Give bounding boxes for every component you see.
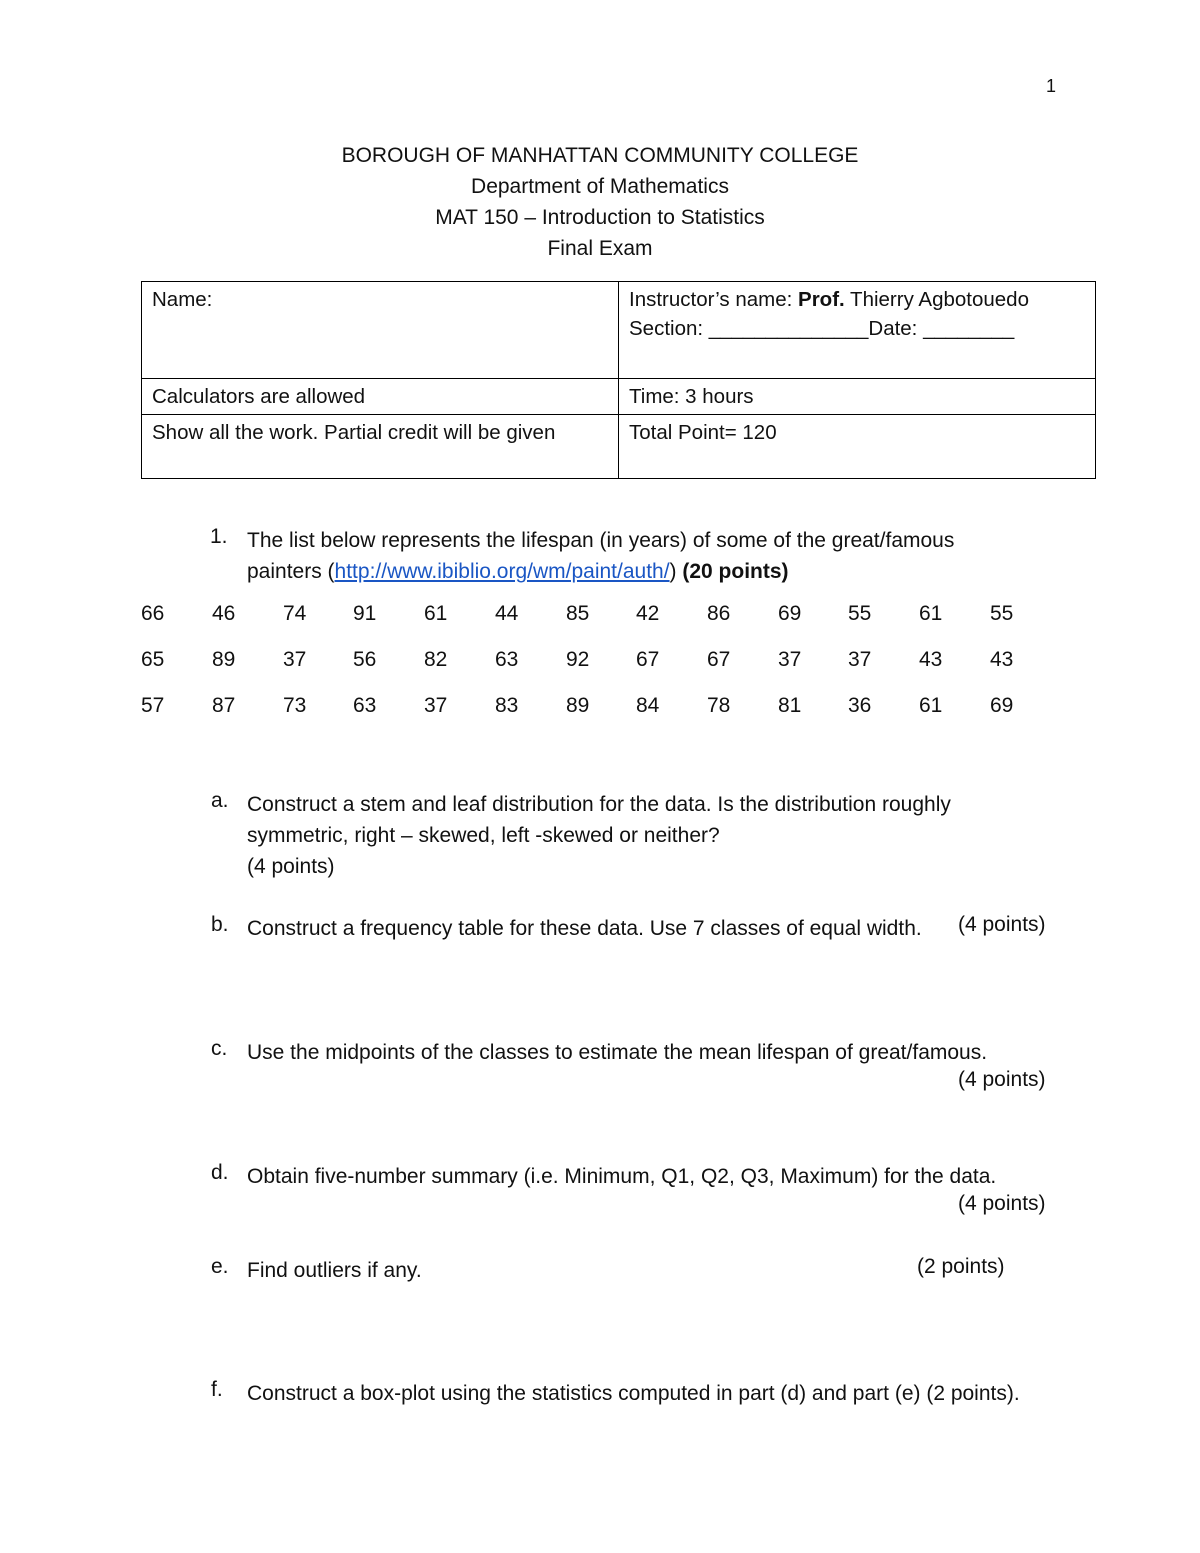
part-d-text: Obtain five-number summary (i.e. Minimum, Q1, Q2, Q3, Maximum) for the data.	[247, 1165, 997, 1188]
data-value: 65	[141, 648, 165, 671]
name-label: Name:	[152, 288, 213, 311]
data-value: 63	[495, 648, 519, 671]
data-row-3	[141, 694, 1041, 724]
name-cell[interactable]	[142, 282, 619, 379]
part-d-letter: d.	[211, 1161, 229, 1184]
data-value: 36	[848, 694, 872, 717]
data-value: 37	[424, 694, 448, 717]
part-e-letter: e.	[211, 1255, 229, 1278]
part-a-line-1: Construct a stem and leaf distribution for the data. Is the distribution roughly	[247, 793, 951, 816]
data-value: 74	[283, 602, 307, 625]
data-value: 44	[495, 602, 519, 625]
question-prefix: painters (	[247, 560, 335, 583]
data-value: 67	[707, 648, 731, 671]
data-value: 89	[212, 648, 236, 671]
data-value: 42	[636, 602, 660, 625]
total-points: Total Point= 120	[619, 415, 1096, 479]
calculators-note: Calculators are allowed	[142, 379, 619, 415]
data-value: 46	[212, 602, 236, 625]
instructor-cell	[619, 282, 1096, 379]
part-c-points: (4 points)	[958, 1068, 1046, 1091]
part-e-text: Find outliers if any.	[247, 1259, 422, 1282]
part-a-letter: a.	[211, 789, 229, 812]
question-text	[247, 525, 1067, 587]
part-c-letter: c.	[211, 1037, 228, 1060]
exam-title: Final Exam	[547, 237, 653, 260]
data-value: 37	[283, 648, 307, 671]
page-number: 1	[1046, 76, 1057, 96]
data-value: 84	[636, 694, 660, 717]
part-f-text: Construct a box-plot using the statistics computed in part (d) and part (e) (2 points).	[247, 1382, 1020, 1405]
college-name: BOROUGH OF MANHATTAN COMMUNITY COLLEGE	[341, 144, 859, 167]
course-title: MAT 150 – Introduction to Statistics	[435, 206, 765, 229]
time-note: Time: 3 hours	[619, 379, 1096, 415]
data-value: 91	[353, 602, 377, 625]
question-line-2	[247, 556, 1067, 587]
data-value: 63	[353, 694, 377, 717]
instructor-label: Instructor’s name:	[629, 288, 799, 311]
data-value: 89	[566, 694, 590, 717]
data-value: 66	[141, 602, 165, 625]
data-value: 85	[566, 602, 590, 625]
exam-info-table	[141, 281, 1096, 479]
part-b-points: (4 points)	[958, 913, 1046, 936]
data-value: 69	[778, 602, 802, 625]
instructor-name: Thierry Agbotouedo	[844, 288, 1029, 311]
department-name: Department of Mathematics	[471, 175, 729, 198]
data-value: 83	[495, 694, 519, 717]
data-value: 73	[283, 694, 307, 717]
section-date-line: Section: ______________Date: ________	[629, 317, 1015, 340]
data-value: 82	[424, 648, 448, 671]
data-value: 57	[141, 694, 165, 717]
part-d-points: (4 points)	[958, 1192, 1046, 1215]
part-a-points: (4 points)	[247, 855, 335, 878]
data-value: 78	[707, 694, 731, 717]
data-value: 92	[566, 648, 590, 671]
data-value: 37	[778, 648, 802, 671]
data-value: 69	[990, 694, 1014, 717]
data-value: 43	[990, 648, 1014, 671]
source-link[interactable]: http://www.ibiblio.org/wm/paint/auth/	[334, 560, 670, 583]
data-value: 43	[919, 648, 943, 671]
part-a-text	[247, 789, 1057, 882]
part-b-text: Construct a frequency table for these data. Use 7 classes of equal width.	[247, 917, 922, 940]
instructor-prof: Prof.	[798, 288, 845, 311]
question-number: 1.	[210, 525, 228, 548]
part-a-line-2: symmetric, right – skewed, left -skewed or neither?	[247, 824, 720, 847]
data-value: 56	[353, 648, 377, 671]
data-value: 61	[919, 602, 943, 625]
data-value: 61	[424, 602, 448, 625]
data-value: 67	[636, 648, 660, 671]
data-value: 61	[919, 694, 943, 717]
data-value: 55	[990, 602, 1014, 625]
data-value: 55	[848, 602, 872, 625]
data-value: 37	[848, 648, 872, 671]
question-points: (20 points)	[682, 560, 789, 583]
part-c-text: Use the midpoints of the classes to estimate the mean lifespan of great/famous.	[247, 1041, 988, 1064]
work-note: Show all the work. Partial credit will be given	[142, 415, 619, 479]
data-value: 86	[707, 602, 731, 625]
question-suffix: )	[669, 560, 683, 583]
part-f-letter: f.	[211, 1378, 223, 1401]
part-b-letter: b.	[211, 913, 229, 936]
data-value: 87	[212, 694, 236, 717]
question-line-1: The list below represents the lifespan (in years) of some of the great/famous	[247, 529, 955, 552]
data-row-1	[141, 602, 1041, 632]
data-value: 81	[778, 694, 802, 717]
data-row-2	[141, 648, 1041, 678]
part-e-points: (2 points)	[917, 1255, 1005, 1278]
